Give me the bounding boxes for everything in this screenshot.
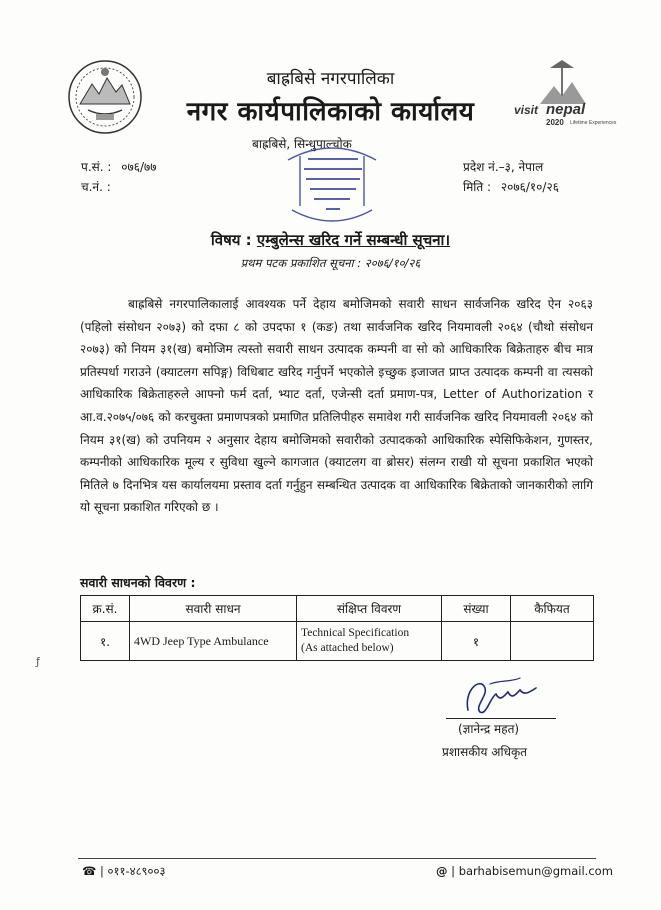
- footer-divider: [78, 858, 596, 859]
- svg-text:Lifetime Experiences: Lifetime Experiences: [570, 120, 617, 126]
- municipality-name: बाह्रबिसे नगरपालिका: [266, 69, 395, 89]
- patra-sankhya-value: ०७६/७७: [121, 160, 157, 174]
- col-header-description: संक्षिप्त विवरण: [297, 596, 442, 622]
- vehicle-table-title: सवारी साधनको विवरण :: [80, 575, 196, 590]
- cell-quantity: १: [442, 622, 511, 661]
- visit-nepal-logo: [510, 58, 617, 128]
- cell-description: [297, 622, 442, 661]
- province: प्रदेश नं.–३, नेपाल: [463, 160, 544, 174]
- office-name: नगर कार्यपालिकाको कार्यालय: [186, 97, 475, 127]
- date-value: २०७६/१०/२६: [500, 180, 559, 194]
- cell-sn: १.: [81, 622, 130, 661]
- table-header-row: [81, 596, 594, 622]
- footer-phone: ☎ | ०११-४८९००३: [82, 864, 166, 878]
- letter-date: [463, 178, 559, 195]
- date-label: मिति :: [463, 180, 492, 194]
- email-separator: |: [451, 864, 459, 878]
- email-address: barhabisemun@gmail.com: [458, 864, 613, 878]
- description-line-2: (As attached below): [301, 642, 394, 654]
- footer-email: [436, 864, 613, 878]
- signatory-name: (ज्ञानेन्द्र महत): [458, 722, 520, 736]
- handwritten-signature: [460, 672, 550, 720]
- col-header-remarks: कैफियत: [511, 596, 594, 622]
- subject-text: एम्बुलेन्स खरिद गर्ने सम्बन्धी सूचना।: [256, 231, 451, 249]
- subject-line: [0, 230, 661, 250]
- svg-text:visit: visit: [514, 103, 539, 117]
- office-address: बाह्रबिसे, सिन्धुपाल्चोक: [252, 137, 352, 151]
- svg-text:2020: 2020: [546, 118, 564, 127]
- patra-sankhya: [81, 158, 157, 175]
- cell-vehicle: 4WD Jeep Type Ambulance: [130, 622, 297, 661]
- signatory-title: प्रशासकीय अधिकृत: [442, 745, 528, 759]
- vehicle-table: [80, 595, 594, 661]
- first-notice-date: प्रथम पटक प्रकाशित सूचना : २०७६/१०/२६: [240, 256, 421, 270]
- signature-line: [446, 718, 556, 719]
- email-icon: @: [436, 864, 448, 878]
- col-header-quantity: संख्या: [442, 596, 511, 622]
- subject-label: विषय :: [210, 231, 252, 249]
- official-stamp: [278, 140, 386, 224]
- cell-remarks: [511, 622, 594, 661]
- svg-text:nepal: nepal: [546, 101, 586, 118]
- col-header-sn: क्र.सं.: [81, 596, 130, 622]
- description-text-1: Technical Specification: [301, 627, 410, 639]
- chalani-number: [81, 178, 111, 195]
- patra-sankhya-label: प.सं. :: [81, 160, 112, 174]
- visit-nepal-icon: [510, 58, 617, 128]
- col-header-vehicle: सवारी साधन: [130, 596, 297, 622]
- edge-mark: ƒ: [36, 655, 40, 668]
- table-row: [81, 622, 594, 661]
- chalani-label: च.नं. :: [81, 180, 111, 194]
- notice-body: बाह्रबिसे नगरपालिकालाई आवश्यक पर्ने देहाय बमोजिमको सवारी साधन सार्वजनिक खरिद ऐन २०६३ (पहिलो संसोधन २०७३) को दफा ८ को उपदफा १ (कङ) तथा सार्वजनिक खरिद नियमावली २०६४ (चौथो संसोधन २०७३) को नियम ३१(ख) बमोजिम त्यस्तो सवारी साधन उत्पादक कम्पनी वा सो को आधिकारिक बिक्रेताहरु बीच मात्र प्रतिस्पर्धा गराउने (क्याटलग सपिङ्ग) विधिबाट खरिद गर्नुपर्ने भएकोले इच्छुक इजाजत प्राप्त उत्पादक कम्पनी वा त्यसको आधिकारिक बिक्रेताहरुले आफ्नो फर्म दर्ता, भ्याट दर्ता, एजेन्सी दर्ता प्रमाण-पत्र, Letter of Authorization र आ.व.२०७५/०७६ को करचुक्ता प्रमाणपत्रको प्रमाणित प्रतिलिपीहरु समावेश गरी सार्वजनिक खरिद नियमावली २०६४ को नियम ३१(ख) को उपनियम २ अनुसार देहाय बमोजिमको सवारीको उत्पादकको आधिकारिक स्पेसिफिकेशन, गुणस्तर, कम्पनीको आधिकारिक मूल्य र सुविधा खुल्ने कागजात (क्याटलग वा ब्रोसर) संलग्न राखी यो सूचना प्रकाशित भएको मितिले ७ दिनभित्र यस कार्यालयमा प्रस्ताव दर्ता गर्नुहुन सम्बन्धित उत्पादक वा आधिकारिक बिक्रेताको जानकारीको लागि यो सूचना प्रकाशित गरिएको छ ।: [80, 297, 593, 515]
- description-line-1: [301, 626, 437, 641]
